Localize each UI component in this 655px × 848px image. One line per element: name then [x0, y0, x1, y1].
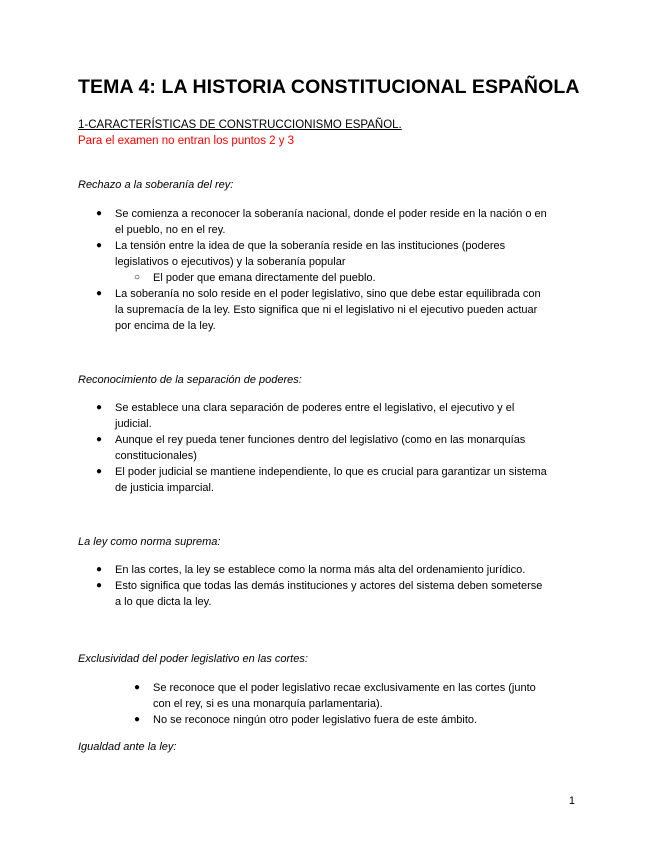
list-item [134, 712, 585, 728]
sub-list-item-text: El poder que emana directamente del pueblo. [153, 272, 376, 284]
list-item-line: por encima de la ley. [115, 320, 216, 332]
list-item [96, 400, 585, 432]
section-heading-separacion: Reconocimiento de la separación de poderes: [78, 374, 302, 386]
list-item [96, 562, 585, 578]
list-item-line: judicial. [115, 418, 152, 430]
hollow-bullet-icon: ○ [134, 272, 141, 283]
list-item-line: con el rey, si es una monarquía parlamentaria). [153, 698, 383, 710]
section-heading-exclusividad: Exclusividad del poder legislativo en las cortes: [78, 653, 308, 665]
sub-list-item [134, 270, 585, 286]
list-item-line: Se establece una clara separación de poderes entre el legislativo, el ejecutivo y el [115, 402, 515, 414]
list-item [96, 464, 585, 496]
list-item-line: el pueblo, no en el rey. [115, 224, 226, 236]
list-item-line: legislativos o ejecutivos) y la soberanía popular [115, 256, 346, 268]
list-item-line: Esto significa que todas las demás instituciones y actores del sistema deben someterse [115, 580, 543, 592]
bullet-icon: ● [96, 208, 103, 219]
section-list-separacion [96, 400, 585, 496]
exam-note: Para el examen no entran los puntos 2 y 3 [78, 135, 295, 147]
bullet-icon: ● [134, 714, 141, 725]
section-heading-igualdad: Igualdad ante la ley: [78, 741, 177, 753]
page-title: TEMA 4: LA HISTORIA CONSTITUCIONAL ESPAÑOLA [78, 76, 580, 98]
list-item-line: Se comienza a reconocer la soberanía nacional, donde el poder reside en la nación o en [115, 208, 547, 220]
list-item [96, 206, 585, 238]
list-item [134, 680, 585, 712]
section-heading-ley-suprema: La ley como norma suprema: [78, 536, 221, 548]
list-item-line: la supremacía de la ley. Esto significa que ni el legislativo ni el ejecutivo pueden actuar [115, 304, 538, 316]
section-list-ley-suprema [96, 562, 585, 610]
page-number: 1 [568, 795, 575, 807]
list-item [96, 432, 585, 464]
list-item [96, 578, 585, 610]
bullet-icon: ● [134, 682, 141, 693]
list-item-line: En las cortes, la ley se establece como la norma más alta del ordenamiento jurídico. [115, 564, 526, 576]
list-item-line: La tensión entre la idea de que la soberanía reside en las instituciones (poderes [115, 240, 506, 252]
list-item-line: El poder judicial se mantiene independiente, lo que es crucial para garantizar un sistema [115, 466, 547, 478]
list-item [96, 286, 585, 334]
list-item-line: No se reconoce ningún otro poder legislativo fuera de este ámbito. [153, 714, 478, 726]
bullet-icon: ● [96, 434, 103, 445]
bullet-icon: ● [96, 466, 103, 477]
list-item-line: La soberanía no solo reside en el poder legislativo, sino que debe estar equilibrada con [115, 288, 541, 300]
list-item [96, 238, 585, 286]
bullet-icon: ● [96, 402, 103, 413]
section-list-exclusividad [134, 680, 585, 728]
section-heading-soberania: Rechazo a la soberanía del rey: [78, 179, 234, 191]
section-list-soberania [96, 206, 585, 334]
bullet-icon: ● [96, 580, 103, 591]
list-item-line: Aunque el rey pueda tener funciones dentro del legislativo (como en las monarquías [115, 434, 526, 446]
list-item-line: de justicia imparcial. [115, 482, 215, 494]
bullet-icon: ● [96, 564, 103, 575]
section-subtitle: 1-CARACTERÍSTICAS DE CONSTRUCCIONISMO ESPAÑOL. [78, 119, 402, 131]
sub-list [115, 270, 585, 286]
bullet-icon: ● [96, 240, 103, 251]
bullet-icon: ● [96, 288, 103, 299]
list-item-line: Se reconoce que el poder legislativo recae exclusivamente en las cortes (junto [153, 682, 536, 694]
list-item-line: constitucionales) [115, 450, 197, 462]
list-item-line: a lo que dicta la ley. [115, 596, 212, 608]
